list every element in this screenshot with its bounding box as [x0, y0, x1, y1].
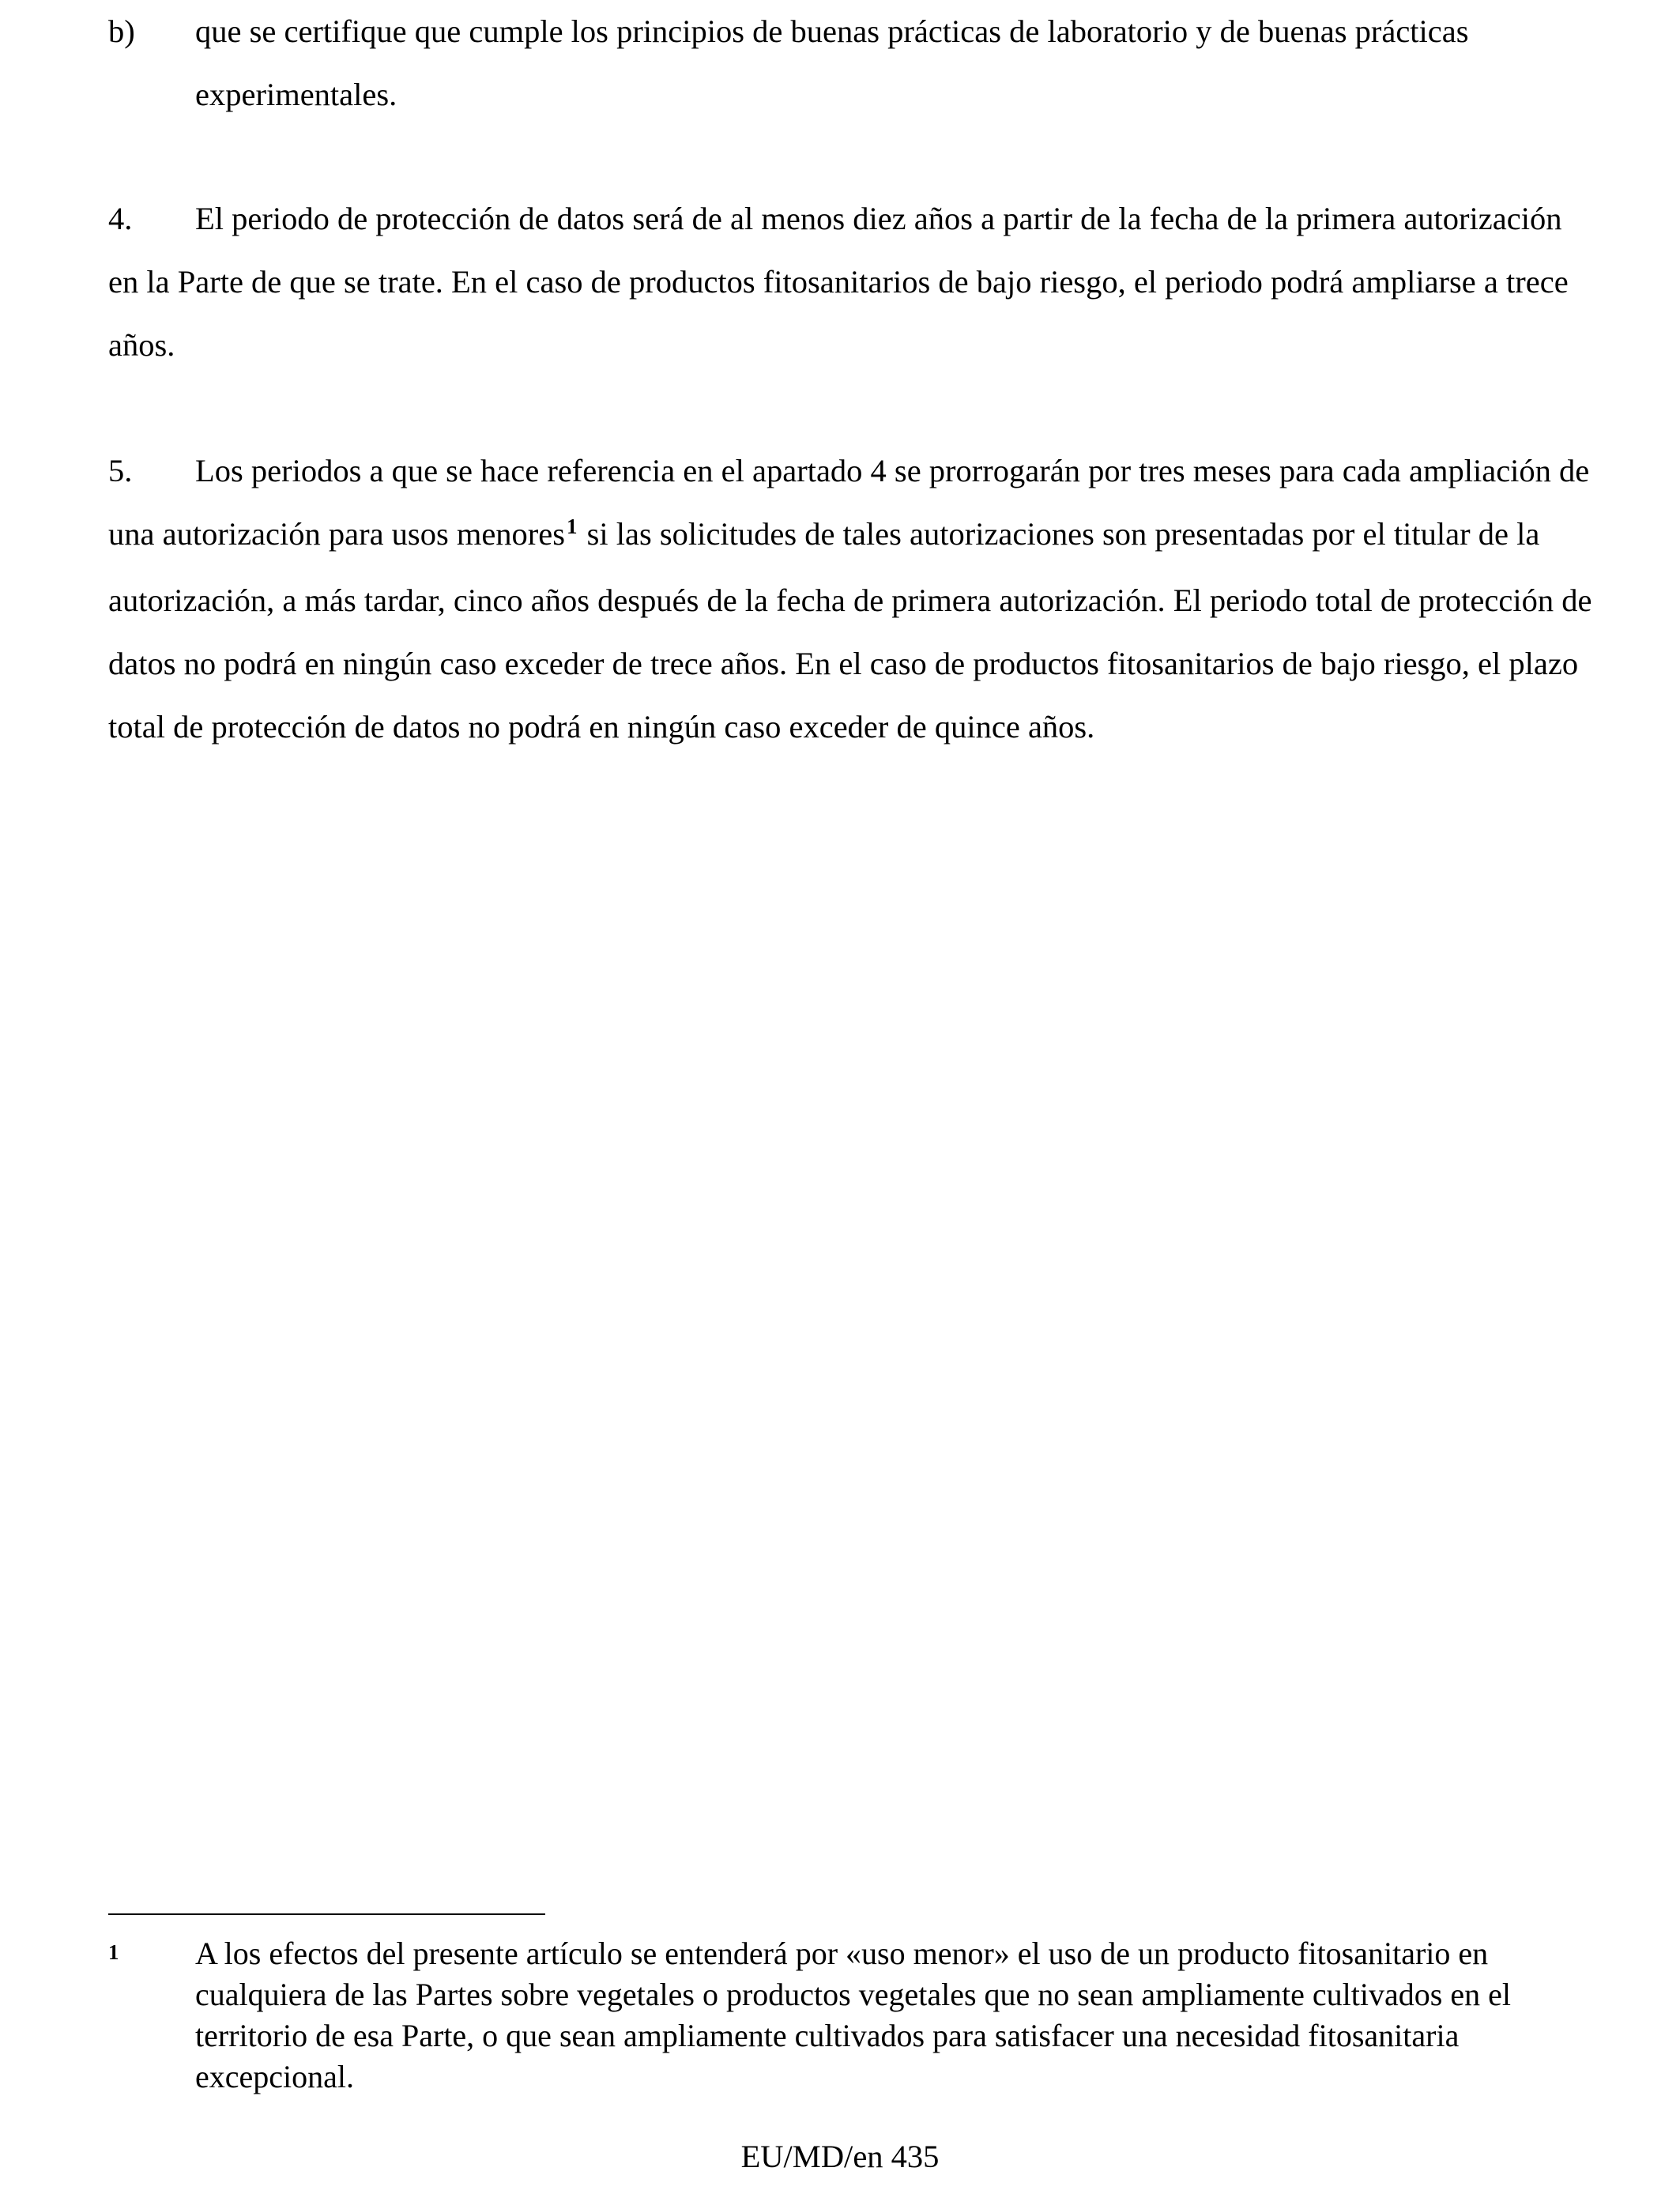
page-reference: EU/MD/en 435 — [740, 2139, 940, 2174]
list-item-b — [108, 0, 1594, 126]
paragraph-text-part-1: Los periodos a que se hace referencia en el apartado 4 se prorrogarán por tres meses para cada ampliación de una autorización para usos menores — [108, 453, 1590, 552]
paragraph-number: 4. — [108, 201, 133, 236]
list-item-text: que se certifique que cumple los principios de buenas prácticas de laboratorio y de buenas prácticas experimentales. — [195, 13, 1469, 112]
footnote-separator — [108, 1913, 545, 1915]
footnote-reference[interactable]: 1 — [567, 515, 578, 538]
paragraph-text: El periodo de protección de datos será de al menos diez años a partir de la fecha de la primera autorización en la Parte de que se trate. En el caso de productos fitosanitarios de bajo riesgo, el periodo podrá ampliarse a trece años. — [108, 201, 1569, 363]
footnote — [108, 1933, 1594, 2098]
paragraph-4 — [108, 187, 1594, 377]
footnote-text: A los efectos del presente artículo se entenderá por «uso menor» el uso de un producto fitosanitario en cualquiera de las Partes sobre vegetales o productos vegetales que no sean ampliamente cultivados en el territorio de esa Parte, o que sean ampliamente cultivados para satisfacer una necesidad fitosanitaria excepcional. — [195, 1936, 1511, 2094]
paragraph-text-part-2: si las solicitudes de tales autorizaciones son presentadas por el titular de la autorización, a más tardar, cinco años después de la fecha de primera autorización. El periodo total de protección de datos no podrá en ningún caso exceder de trece años. En el caso de productos fitosanitarios de bajo riesgo, el plazo total de protección de datos no podrá en ningún caso exceder de quince años. — [108, 516, 1592, 745]
paragraph-5 — [108, 439, 1594, 759]
paragraph-number: 5. — [108, 453, 133, 488]
list-marker: b) — [108, 13, 135, 49]
footnote-number: 1 — [108, 1940, 119, 1964]
